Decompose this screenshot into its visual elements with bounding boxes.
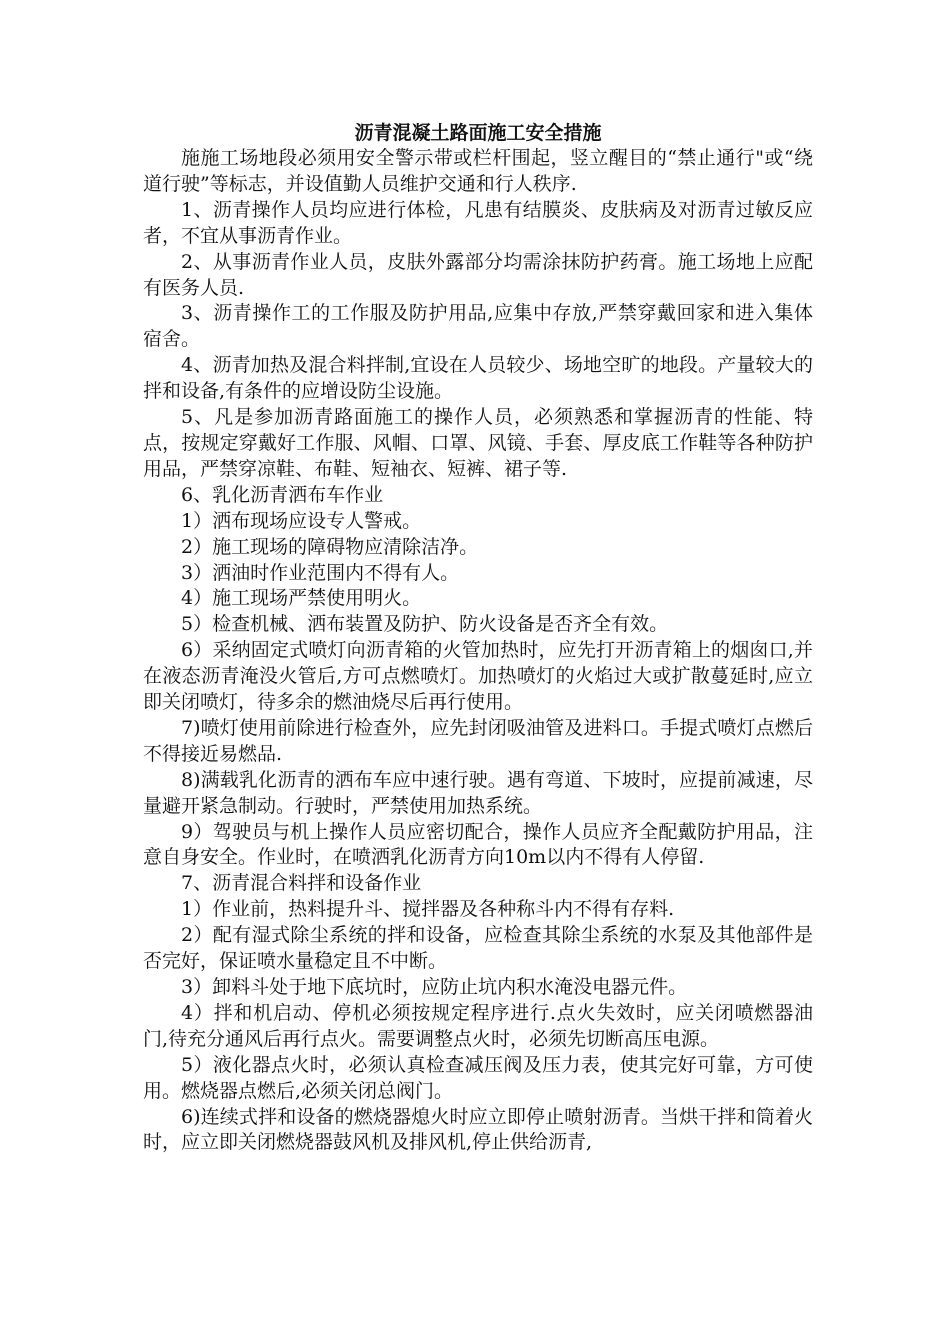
- paragraph: 1、沥青操作人员均应进行体检，凡患有结膜炎、皮肤病及对沥青过敏反应者，不宜从事沥青作业。: [143, 198, 813, 247]
- paragraph: 2）施工现场的障碍物应清除洁净。: [181, 535, 479, 558]
- paragraph: 3）洒油时作业范围内不得有人。: [181, 561, 460, 584]
- paragraph: 施施工场地段必须用安全警示带或栏杆围起，竖立醒目的“禁止通行"或“绕道行驶”等标志，并设值勤人员维护交通和行人秩序.: [143, 147, 813, 195]
- paragraph: 4）拌和机启动、停机必须按规定程序进行.点火失效时，应关闭喷燃器油门,待充分通风后再行点火。需要调整点火时，必须先切断高压电源。: [143, 1001, 813, 1050]
- paragraph: 2、从事沥青作业人员，皮肤外露部分均需涂抹防护药膏。施工场地上应配有医务人员.: [143, 250, 813, 299]
- paragraph: 5）检查机械、洒布装置及防护、防火设备是否齐全有效。: [181, 613, 669, 636]
- paragraph: 8)满载乳化沥青的洒布车应中速行驶。遇有弯道、下坡时，应提前减速，尽量避开紧急制动。行驶时，严禁使用加热系统。: [143, 768, 813, 817]
- paragraph: 4）施工现场严禁使用明火。: [181, 587, 422, 610]
- paragraph: 7)喷灯使用前除进行检查外，应先封闭吸油管及进料口。手提式喷灯点燃后不得接近易燃品.: [143, 716, 813, 765]
- paragraph: 5、凡是参加沥青路面施工的操作人员，必须熟悉和掌握沥青的性能、特点，按规定穿戴好工作服、风帽、口罩、风镜、手套、厚皮底工作鞋等各种防护用品，严禁穿凉鞋、布鞋、短袖衣、短裤、裙子等.: [143, 406, 813, 480]
- paragraph: 3、沥青操作工的工作服及防护用品,应集中存放,严禁穿戴回家和进入集体宿舍。: [143, 302, 813, 351]
- document-body: [143, 146, 813, 1156]
- paragraph: 7、沥青混合料拌和设备作业: [181, 872, 422, 895]
- paragraph: 9）驾驶员与机上操作人员应密切配合，操作人员应齐全配戴防护用品，注意自身安全。作业时，在喷洒乳化沥青方向10m以内不得有人停留.: [143, 820, 813, 869]
- paragraph: 5）液化器点火时，必须认真检查减压阀及压力表，使其完好可靠，方可使用。燃烧器点燃后,必须关闭总阀门。: [143, 1053, 813, 1102]
- paragraph: 6)连续式拌和设备的燃烧器熄火时应立即停止喷射沥青。当烘干拌和筒着火时，应立即关闭燃烧器鼓风机及排风机,停止供给沥青,: [143, 1105, 813, 1154]
- paragraph: 1）洒布现场应设专人警戒。: [181, 509, 422, 532]
- paragraph: 4、沥青加热及混合料拌制,宜设在人员较少、场地空旷的地段。产量较大的拌和设备,有条件的应增设防尘设施。: [143, 354, 813, 403]
- document-title: 沥青混凝土路面施工安全措施: [354, 122, 602, 144]
- paragraph: 6、乳化沥青洒布车作业: [181, 483, 384, 506]
- paragraph: 6）采纳固定式喷灯向沥青箱的火管加热时，应先打开沥青箱上的烟囱口,并在液态沥青淹没火管后,方可点燃喷灯。加热喷灯的火焰过大或扩散蔓延时,应立即关闭喷灯，待多余的燃油烧尽后再行使用。: [143, 639, 813, 714]
- paragraph: 3）卸料斗处于地下底坑时，应防止坑内积水淹没电器元件。: [181, 976, 688, 998]
- paragraph: 2）配有湿式除尘系统的拌和设备，应检查其除尘系统的水泵及其他部件是否完好，保证喷水量稳定且不中断。: [143, 924, 813, 973]
- paragraph: 1）作业前，热料提升斗、搅拌器及各种称斗内不得有存料.: [181, 898, 675, 921]
- document-page: [143, 120, 813, 1156]
